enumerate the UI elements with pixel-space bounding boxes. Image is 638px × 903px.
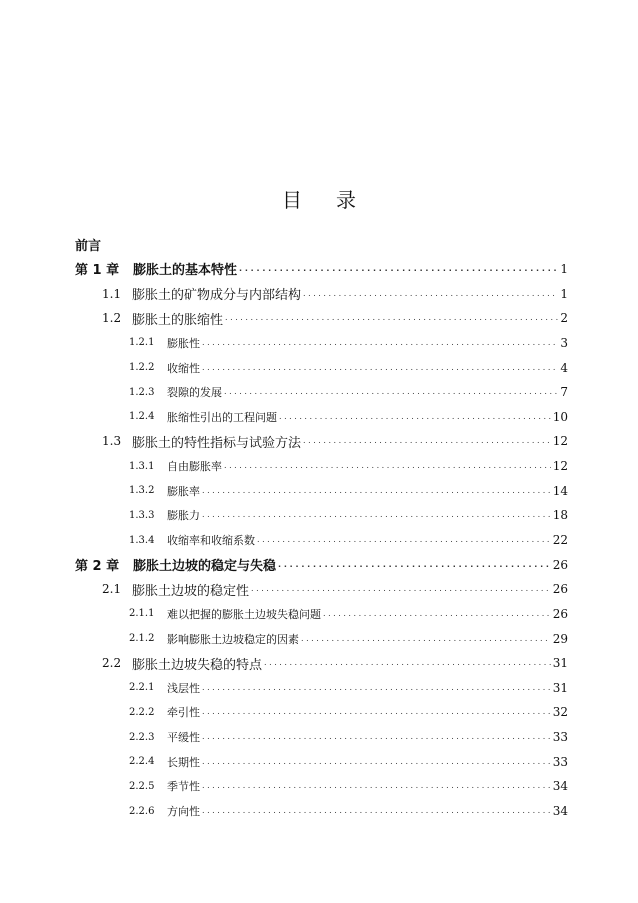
toc-entry-title: 膨胀土边坡失稳的特点 bbox=[132, 657, 263, 673]
toc-dot-leader bbox=[202, 706, 551, 718]
toc-entry[interactable] bbox=[75, 281, 568, 306]
toc-entry-number: 2.1.2 bbox=[129, 633, 155, 645]
toc-entry[interactable] bbox=[75, 306, 568, 331]
toc-entry[interactable] bbox=[75, 257, 568, 282]
toc-entry-page: 29 bbox=[552, 631, 568, 646]
toc-entry-title: 自由膨胀率 bbox=[167, 460, 222, 474]
toc-entry-title: 膨胀土的矿物成分与内部结构 bbox=[132, 288, 302, 304]
toc-dot-leader bbox=[264, 657, 551, 669]
toc-entry-page: 12 bbox=[552, 434, 568, 449]
toc-entry[interactable] bbox=[75, 626, 568, 651]
toc-dot-leader bbox=[251, 583, 551, 595]
toc-entry[interactable] bbox=[75, 429, 568, 454]
toc-entry-title: 方向性 bbox=[167, 805, 200, 819]
toc-entry-number: 1.2 bbox=[102, 311, 122, 326]
toc-dot-leader bbox=[257, 534, 551, 546]
toc-entry[interactable] bbox=[75, 602, 568, 627]
toc-entry-number: 2.2.6 bbox=[129, 805, 155, 817]
toc-entry[interactable] bbox=[75, 749, 568, 774]
toc-entry-title: 膨胀土边坡的稳定性 bbox=[132, 583, 250, 599]
toc-entry-title: 难以把握的膨胀土边坡失稳问题 bbox=[167, 607, 321, 621]
toc-dot-leader bbox=[323, 608, 551, 620]
toc-entry-number: 1.1 bbox=[102, 286, 122, 301]
toc-entry[interactable] bbox=[75, 454, 568, 479]
toc-dot-leader bbox=[202, 805, 551, 817]
toc-entry[interactable] bbox=[75, 799, 568, 824]
toc-entry-page: 26 bbox=[552, 557, 568, 572]
toc-entry-page: 10 bbox=[552, 409, 568, 424]
toc-entry-title: 裂隙的发展 bbox=[167, 386, 222, 400]
toc-entry-number: 1.3 bbox=[102, 434, 122, 449]
toc-dot-leader bbox=[239, 263, 558, 275]
toc-entry-number: 2.1 bbox=[102, 582, 122, 597]
toc-title-right: 录 bbox=[336, 188, 356, 212]
toc-preface-label: 前言 bbox=[75, 238, 102, 254]
toc-entry-title: 膨胀土边坡的稳定与失稳 bbox=[133, 559, 277, 575]
toc-entry-number: 2.2.1 bbox=[129, 682, 155, 694]
toc-entry-page: 31 bbox=[552, 656, 568, 671]
toc-dot-leader bbox=[202, 756, 551, 768]
toc-entry[interactable] bbox=[75, 774, 568, 799]
toc-entry-number: 1.3.1 bbox=[129, 460, 155, 472]
toc-entry[interactable] bbox=[75, 380, 568, 405]
toc-dot-leader bbox=[224, 460, 551, 472]
toc-entry[interactable] bbox=[75, 478, 568, 503]
toc-entry-number: 2.1.1 bbox=[129, 608, 155, 620]
toc-dot-leader bbox=[202, 731, 551, 743]
toc-dot-leader bbox=[202, 682, 551, 694]
toc-entry-number: 1.2.2 bbox=[129, 362, 155, 374]
toc-entry-title: 膨胀土的基本特性 bbox=[133, 263, 238, 279]
toc-entry[interactable] bbox=[75, 676, 568, 701]
toc-entry-page: 12 bbox=[552, 459, 568, 474]
toc-entry-number: 2.2.5 bbox=[129, 780, 155, 792]
toc-entry-number: 1.3.3 bbox=[129, 509, 155, 521]
toc-dot-leader bbox=[202, 362, 558, 374]
toc-entry-number: 2.2.2 bbox=[129, 706, 155, 718]
toc-entry-page: 31 bbox=[552, 680, 568, 695]
toc-entry-page: 32 bbox=[552, 705, 568, 720]
toc-entry-page: 1 bbox=[560, 261, 568, 276]
toc-entry[interactable] bbox=[75, 725, 568, 750]
toc-entry-number: 1.3.2 bbox=[129, 485, 155, 497]
toc-entry-title: 膨胀力 bbox=[167, 509, 200, 523]
toc-entry-title: 收缩性 bbox=[167, 361, 200, 375]
toc-entry-number: 第 1 章 bbox=[75, 263, 120, 279]
toc-entry-page: 34 bbox=[552, 804, 568, 819]
toc-entry-page: 26 bbox=[552, 606, 568, 621]
toc-entry-title: 长期性 bbox=[167, 755, 200, 769]
toc-dot-leader bbox=[225, 312, 558, 324]
toc-entry-page: 26 bbox=[552, 582, 568, 597]
toc-entry-number: 第 2 章 bbox=[75, 559, 120, 575]
toc-entry-page: 22 bbox=[552, 533, 568, 547]
toc-entry-title: 胀缩性引出的工程问题 bbox=[167, 410, 277, 424]
toc-entry-title: 浅层性 bbox=[167, 681, 200, 695]
toc-entry-title: 膨胀率 bbox=[167, 484, 200, 498]
toc-entry-number: 2.2.4 bbox=[129, 756, 155, 768]
toc-entry-page: 4 bbox=[560, 360, 568, 375]
toc-entry[interactable] bbox=[75, 528, 568, 553]
toc-entry[interactable] bbox=[75, 503, 568, 528]
toc-entry-title: 收缩率和收缩系数 bbox=[167, 534, 255, 547]
toc-entry-title: 膨胀土的胀缩性 bbox=[132, 312, 224, 328]
toc-entry-page: 7 bbox=[560, 385, 568, 400]
toc-entry-page: 18 bbox=[552, 508, 568, 523]
toc-entry[interactable] bbox=[75, 355, 568, 380]
toc-dot-leader bbox=[202, 337, 558, 349]
toc-dot-leader bbox=[202, 509, 551, 521]
toc-entry-title: 膨胀性 bbox=[167, 336, 200, 350]
toc-entry-page: 2 bbox=[560, 311, 568, 326]
toc-entry-page: 33 bbox=[552, 754, 568, 769]
toc-entry[interactable] bbox=[75, 552, 568, 577]
toc-dot-leader bbox=[202, 485, 551, 497]
toc-entry[interactable] bbox=[75, 577, 568, 602]
toc-entry-number: 1.2.4 bbox=[129, 411, 155, 423]
toc-entry[interactable] bbox=[75, 404, 568, 429]
toc-entry-page: 3 bbox=[560, 335, 568, 350]
toc-dot-leader bbox=[301, 633, 551, 645]
toc-entry-title: 牵引性 bbox=[167, 706, 200, 720]
toc-dot-leader bbox=[202, 780, 551, 792]
toc-entry-page: 33 bbox=[552, 730, 568, 745]
toc-entry-title: 影响膨胀土边坡稳定的因素 bbox=[167, 632, 299, 646]
toc-dot-leader bbox=[278, 559, 551, 571]
toc-entry-page: 1 bbox=[560, 286, 568, 301]
toc-title bbox=[0, 184, 638, 213]
toc-title-left: 目 bbox=[282, 188, 302, 212]
toc-list bbox=[75, 232, 568, 823]
toc-dot-leader bbox=[279, 411, 551, 423]
toc-entry[interactable] bbox=[75, 700, 568, 725]
toc-entry-number: 1.3.4 bbox=[129, 534, 155, 546]
toc-dot-leader bbox=[303, 435, 551, 447]
toc-entry-title: 季节性 bbox=[167, 780, 200, 794]
toc-entry-title: 平缓性 bbox=[167, 731, 200, 745]
toc-dot-leader bbox=[224, 386, 558, 398]
toc-preface[interactable] bbox=[75, 232, 568, 257]
toc-entry-page: 14 bbox=[552, 483, 568, 498]
toc-dot-leader bbox=[303, 288, 558, 300]
toc-entry[interactable] bbox=[75, 331, 568, 356]
toc-entry-page: 34 bbox=[552, 779, 568, 794]
toc-entry-number: 1.2.1 bbox=[129, 337, 155, 349]
toc-entry-number: 2.2 bbox=[102, 656, 122, 671]
toc-entry-number: 2.2.3 bbox=[129, 731, 155, 743]
toc-entry[interactable] bbox=[75, 651, 568, 676]
toc-entry-number: 1.2.3 bbox=[129, 386, 155, 398]
toc-entry-title: 膨胀土的特性指标与试验方法 bbox=[132, 435, 302, 451]
